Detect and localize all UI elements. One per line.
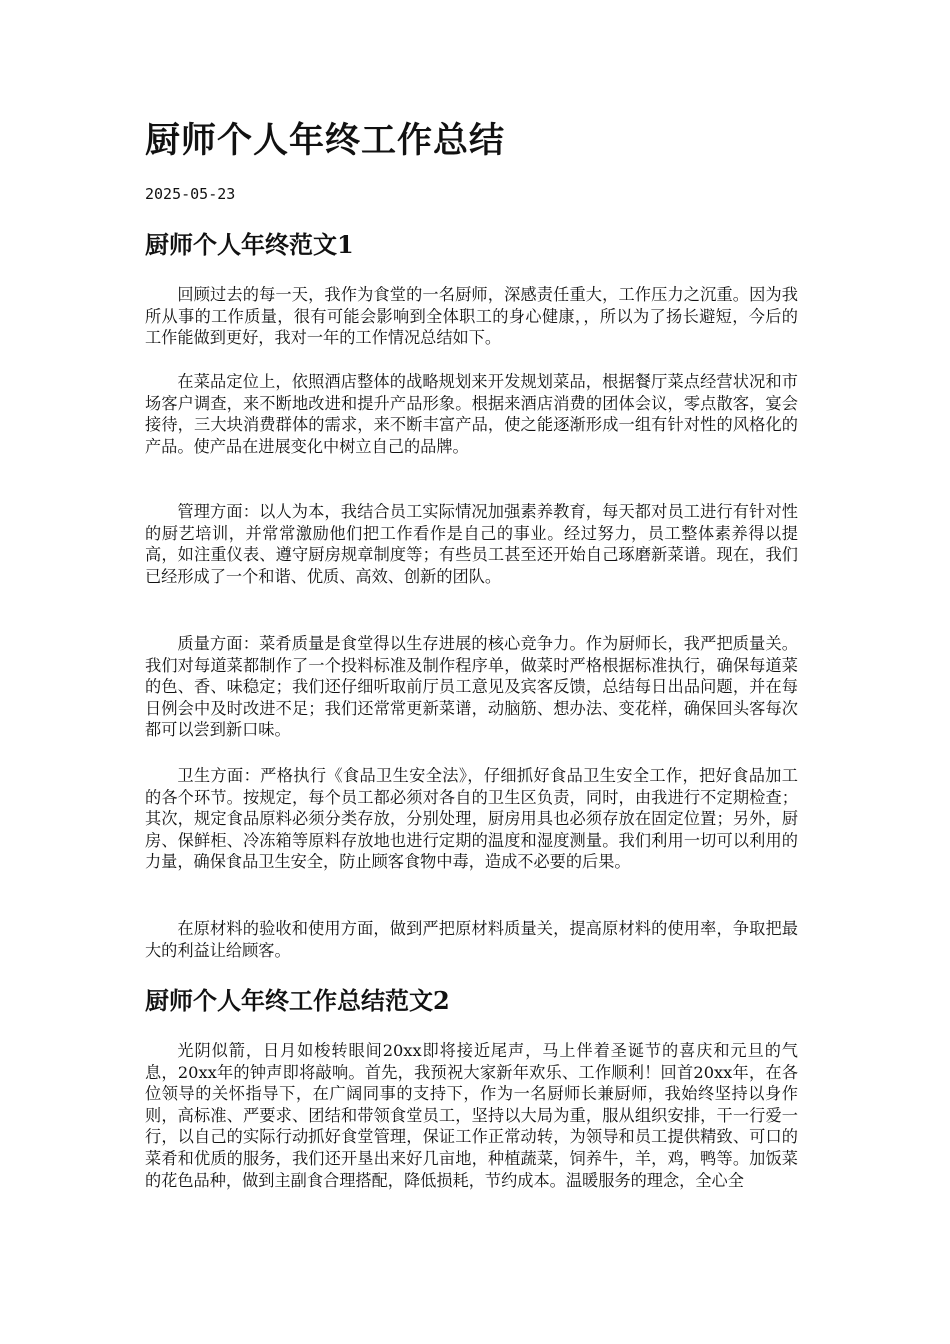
paragraph: 在原材料的验收和使用方面，做到严把原材料质量关，提高原材料的使用率，争取把最大的利益让给顾客。 [145,919,798,960]
paragraph: 质量方面：菜肴质量是食堂得以生存进展的核心竞争力。作为厨师长，我严把质量关。我们对每道菜都制作了一个投料标准及制作程序单，做菜时严格根据标准执行，确保每道菜的色、香、味稳定；我们还仔细听取前厅员工意见及宾客反馈，总结每日出品问题，并在每日例会中及时改进不足；我们还常常更新菜谱，动脑筋、想办法、变花样，确保回头客每次都可以尝到新口味。 [145,634,798,740]
section-heading-2: 厨师个人年终工作总结范文2 [145,986,450,1015]
paragraph: 光阴似箭，日月如梭转眼间20xx即将接近尾声，马上伴着圣诞节的喜庆和元旦的气息，20xx年的钟声即将敲响。首先，我预祝大家新年欢乐、工作顺利！回首20xx年，在各位领导的关怀指导下，在广阔同事的支持下，作为一名厨师长兼厨师，我始终坚持以身作则，高标准、严要求、团结和带领食堂员工，坚持以大局为重，服从组织安排，干一行爱一行，以自己的实际行动抓好食堂管理，保证工作正常动转，为领导和员工提供精致、可口的菜肴和优质的服务，我们还开垦出来好几亩地，种植蔬菜，饲养牛，羊，鸡，鸭等。加饭菜的花色品种，做到主副食合理搭配，降低损耗，节约成本。温暖服务的理念，全心全 [145,1041,798,1190]
paragraph: 在菜品定位上，依照酒店整体的战略规划来开发规划菜品，根据餐厅菜点经营状况和市场客户调查，来不断地改进和提升产品形象。根据来酒店消费的团体会议，零点散客，宴会接待，三大块消费群体的需求，来不断丰富产品，使之能逐渐形成一组有针对性的风格化的产品。使产品在进展变化中树立自己的品牌。 [145,372,798,456]
paragraph: 管理方面：以人为本，我结合员工实际情况加强素养教育，每天都对员工进行有针对性的厨艺培训，并常常激励他们把工作看作是自己的事业。经过努力，员工整体素养得以提高，如注重仪表、遵守厨房规章制度等；有些员工甚至还开始自己琢磨新菜谱。现在，我们已经形成了一个和谐、优质、高效、创新的团队。 [145,502,798,586]
document-date: 2025-05-23 [145,185,236,203]
section-heading-1: 厨师个人年终范文1 [145,230,354,259]
document-title: 厨师个人年终工作总结 [145,120,506,161]
paragraph: 卫生方面：严格执行《食品卫生安全法》，仔细抓好食品卫生安全工作，把好食品加工的各个环节。按规定，每个员工都必须对各自的卫生区负责，同时，由我进行不定期检查；其次，规定食品原料必须分类存放，分别处理，厨房用具也必须存放在固定位置；另外，厨房、保鲜柜、冷冻箱等原料存放地也进行定期的温度和湿度测量。我们利用一切可以利用的力量，确保食品卫生安全，防止顾客食物中毒，造成不必要的后果。 [145,766,798,872]
paragraph: 回顾过去的每一天，我作为食堂的一名厨师，深感责任重大，工作压力之沉重。因为我所从事的工作质量，很有可能会影响到全体职工的身心健康，，所以为了扬长避短，今后的工作能做到更好，我对一年的工作情况总结如下。 [145,285,798,348]
